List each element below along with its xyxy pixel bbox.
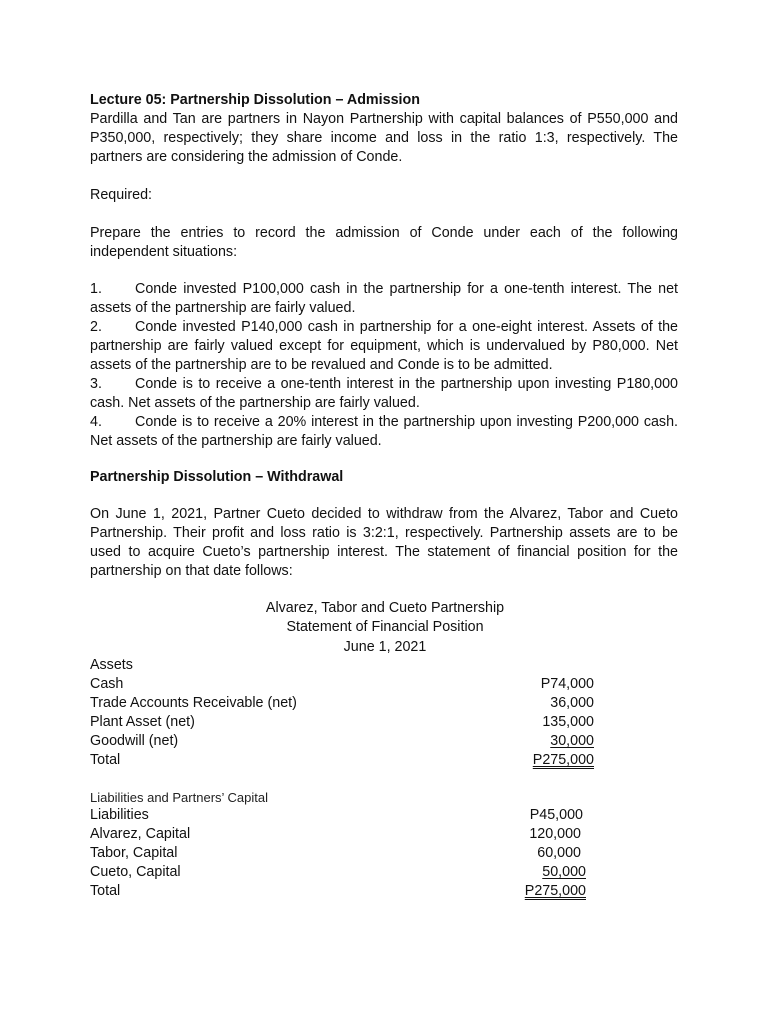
item-text: Conde is to receive a one-tenth interest in the partnership upon investing P180,000 cash. Net assets of the partnership are fairly valued. [90,376,678,411]
row-label: Trade Accounts Receivable (net) [90,695,297,711]
item-number: 3. [90,376,102,392]
admission-intro: Pardilla and Tan are partners in Nayon Partnership with capital balances of P550,000 and P350,000, respectively; they share income and loss in the ratio 1:3, respectively. The partners are considering the admission of Conde. [90,111,678,165]
list-item [90,413,678,451]
item-text: Conde invested P140,000 cash in partnership for a one-eight interest. Assets of the partnership are fairly valued except for equipment, which is undervalued by P80,000. Net assets of the partnership are to be revalued and Conde is to be admitted. [90,319,678,373]
document-page: Lecture 05: Partnership Dissolution – Admission Pardilla and Tan are partners in Nayon Partnership with capital balances of P550,000 and P350,000, respectively; they share income and loss in the ratio 1:3, respectively. The partners are considering the admission of Conde. Required: Prepare the entries to record the admission of Conde under each of the following independent situations: 1. Conde invested P100,000 cash in the partnership for a one-tenth interest. The net assets of the partnership are fairly valued. 2. Conde invested P140,000 cash in partnership for a one-eight interest. Assets of the partnership are fairly valued except for equipment, which is undervalued by P80,000. Net assets of the partnership are to be revalued and Conde is to be admitted. 3. Conde is to receive a one-tenth interest in the partnership upon investing P180,000 cash. Net assets of the partnership are fairly valued. 4. Conde is to receive a 20% interest in the partnership upon investing P200,000 cash. Net assets of the partnership are fairly valued. Partnership Dissolution – Withdrawal On June 1, 2021, Partner Cueto decided to withdraw from the Alvarez, Tabor and Cueto Partnership. Their profit and loss ratio is 3:2:1, respectively. Partnership assets are to be used to acquire Cueto’s partnership interest. The statement of financial position for the partnership on that date follows: Alvarez, Tabor and Cueto Partnership Statement of Financial Position June 1, 2021 Assets Cash P74,000 Trade Accounts Receivable (net) 36,000 Plant Asset (net) 135,000 Goodwill (net) 30,000 Total P275,000 Liabilities and Partners’ Capital Liabilities P45,000 Alvarez, Capital 120,000 Tabor, Capital 60,000 Cueto, Capital 50,000 Total P275,000 [90,92,678,899]
withdrawal-heading: Partnership Dissolution – Withdrawal [90,469,344,485]
withdrawal-intro: On June 1, 2021, Partner Cueto decided to withdraw from the Alvarez, Tabor and Cueto Partnership. Their profit and loss ratio is 3:2:1, respectively. Partnership assets are to be used to acquire Cueto’s partnership interest. The statement of financial position for the partnership on that date follows: [90,506,678,579]
row-amount: 60,000 [537,845,581,861]
row-label: Alvarez, Capital [90,826,191,842]
row-amount: P275,000 [532,752,594,768]
row-label: Cash [90,676,124,692]
row-amount: P275,000 [524,883,586,899]
row-amount: 36,000 [550,695,594,711]
admission-instruction: Prepare the entries to record the admission of Conde under each of the following independent situations: [90,225,678,260]
item-number: 4. [90,414,102,430]
item-number: 1. [90,281,102,297]
row-label: Plant Asset (net) [90,714,195,730]
list-item [90,318,678,375]
row-label: Liabilities [90,807,149,823]
row-label: Total [90,752,121,768]
list-item [90,375,678,413]
statement-date: June 1, 2021 [343,639,427,655]
row-label: Goodwill (net) [90,733,179,749]
row-label: Total [90,883,121,899]
row-amount: 30,000 [550,733,594,749]
list-item [90,280,678,318]
item-text: Conde is to receive a 20% interest in the partnership upon investing P200,000 cash. Net assets of the partnership are fairly valued. [90,414,678,449]
lecture-heading: Lecture 05: Partnership Dissolution – Admission [90,92,420,108]
row-amount: 135,000 [542,714,594,730]
statement-entity: Alvarez, Tabor and Cueto Partnership [265,600,505,616]
item-number: 2. [90,319,102,335]
row-label: Tabor, Capital [90,845,178,861]
row-amount: 50,000 [542,864,586,880]
row-amount: P45,000 [529,807,583,823]
row-label: Cueto, Capital [90,864,181,880]
required-label: Required: [90,187,152,203]
row-amount: P74,000 [540,676,594,692]
statement-title: Statement of Financial Position [286,619,484,635]
item-text: Conde invested P100,000 cash in the partnership for a one-tenth interest. The net assets of the partnership are fairly valued. [90,281,678,316]
row-amount: 120,000 [529,826,581,842]
admission-situations-list [90,280,678,451]
